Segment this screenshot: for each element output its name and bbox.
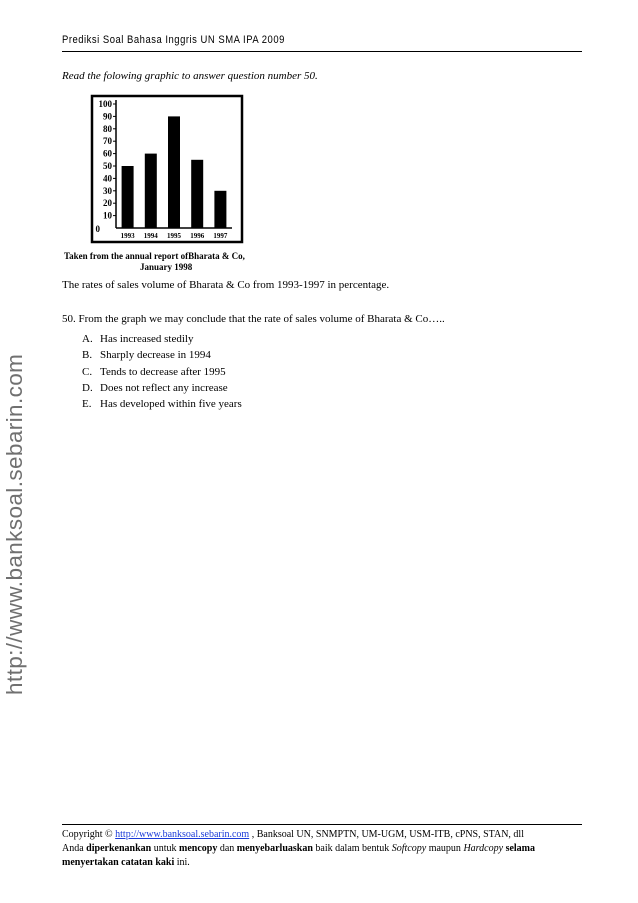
x-tick-label: 1997 [213,232,228,240]
y-tick-label: 90 [103,111,112,122]
y-tick-label: 50 [103,161,112,171]
footer-bold: selama [503,843,536,854]
y-tick-label: 0 [95,224,100,234]
x-tick-label: 1994 [143,232,158,240]
sales-bar-chart [62,88,262,278]
option-d [82,380,242,396]
y-tick-label: 30 [103,185,112,196]
footer-line-3 [62,856,582,870]
copyright-prefix: Copyright © [62,829,116,840]
footer-italic: Hardcopy [463,843,504,854]
footer-text: maupun [426,843,464,854]
option-e [82,396,242,412]
question-stem: 50. From the graph we may conclude that the rate of sales volume of Bharata & Co….. [62,313,445,325]
x-tick-label: 1996 [190,232,205,240]
chart-caption-line1: Taken from the annual report ofBharata & Co, [64,251,245,261]
y-tick-label: 40 [103,173,112,184]
instruction-text: Read the folowing graphic to answer question number 50. [62,70,318,82]
header-divider [62,51,582,52]
footer-text: dan [217,843,237,854]
footer [62,828,582,870]
site-link[interactable]: http://www.banksoal.sebarin.com [115,829,250,840]
footer-line-1 [62,828,582,842]
copyright-suffix: , Banksoal UN, SNMPTN, UM-UGM, USM-ITB, cPNS, STAN, dll [249,829,524,840]
x-tick-label: 1995 [167,232,181,240]
option-text: Does not reflect any increase [100,381,228,394]
bar-1994 [145,154,157,228]
y-tick-label: 20 [103,198,112,209]
option-text: Has increased stedily [100,333,194,345]
footer-bold: mencopy [178,843,218,854]
footer-bold: diperkenankan [86,843,152,854]
option-letter: B. [82,349,93,362]
footer-divider [62,824,582,825]
option-text: Sharply decrease in 1994 [100,349,211,362]
y-tick-label: 10 [103,210,112,221]
page-header-title: Prediksi Soal Bahasa Inggris UN SMA IPA 2009 [62,34,285,46]
x-axis-labels [121,232,228,240]
bar-1996 [191,160,203,228]
bars [122,116,227,228]
option-letter: A. [82,333,93,345]
chart-caption-line2: January 1998 [140,262,193,272]
answer-options [82,331,242,412]
bar-1995 [168,116,180,228]
footer-line-2 [62,842,582,856]
footer-italic: Softcopy [391,843,427,854]
option-text: Has developed within five years [100,398,242,411]
y-tick-label: 80 [103,123,112,134]
option-letter: C. [82,365,93,378]
question-context: The rates of sales volume of Bharata & Co from 1993-1997 in percentage. [62,279,390,291]
y-tick-label: 70 [103,136,112,147]
option-text: Tends to decrease after 1995 [100,365,226,378]
y-tick-label: 100 [98,99,112,109]
footer-bold: menyebarluaskan [236,843,313,854]
option-c [82,364,242,380]
footer-bold: menyertakan catatan kaki [62,857,175,868]
footer-text: baik dalam bentuk [312,843,392,854]
bar-1997 [214,191,226,228]
option-letter: D. [82,381,93,394]
option-letter: E. [82,398,92,411]
footer-text: Anda [62,843,87,854]
footer-text: untuk [151,843,179,854]
option-a [82,331,242,347]
bar-1993 [122,166,134,228]
y-axis-ticks [96,99,117,234]
option-b [82,347,242,363]
watermark-url: http://www.banksoal.sebarin.com [2,353,27,695]
x-tick-label: 1993 [120,232,135,240]
y-tick-label: 60 [103,148,112,159]
footer-text: ini. [174,857,190,868]
